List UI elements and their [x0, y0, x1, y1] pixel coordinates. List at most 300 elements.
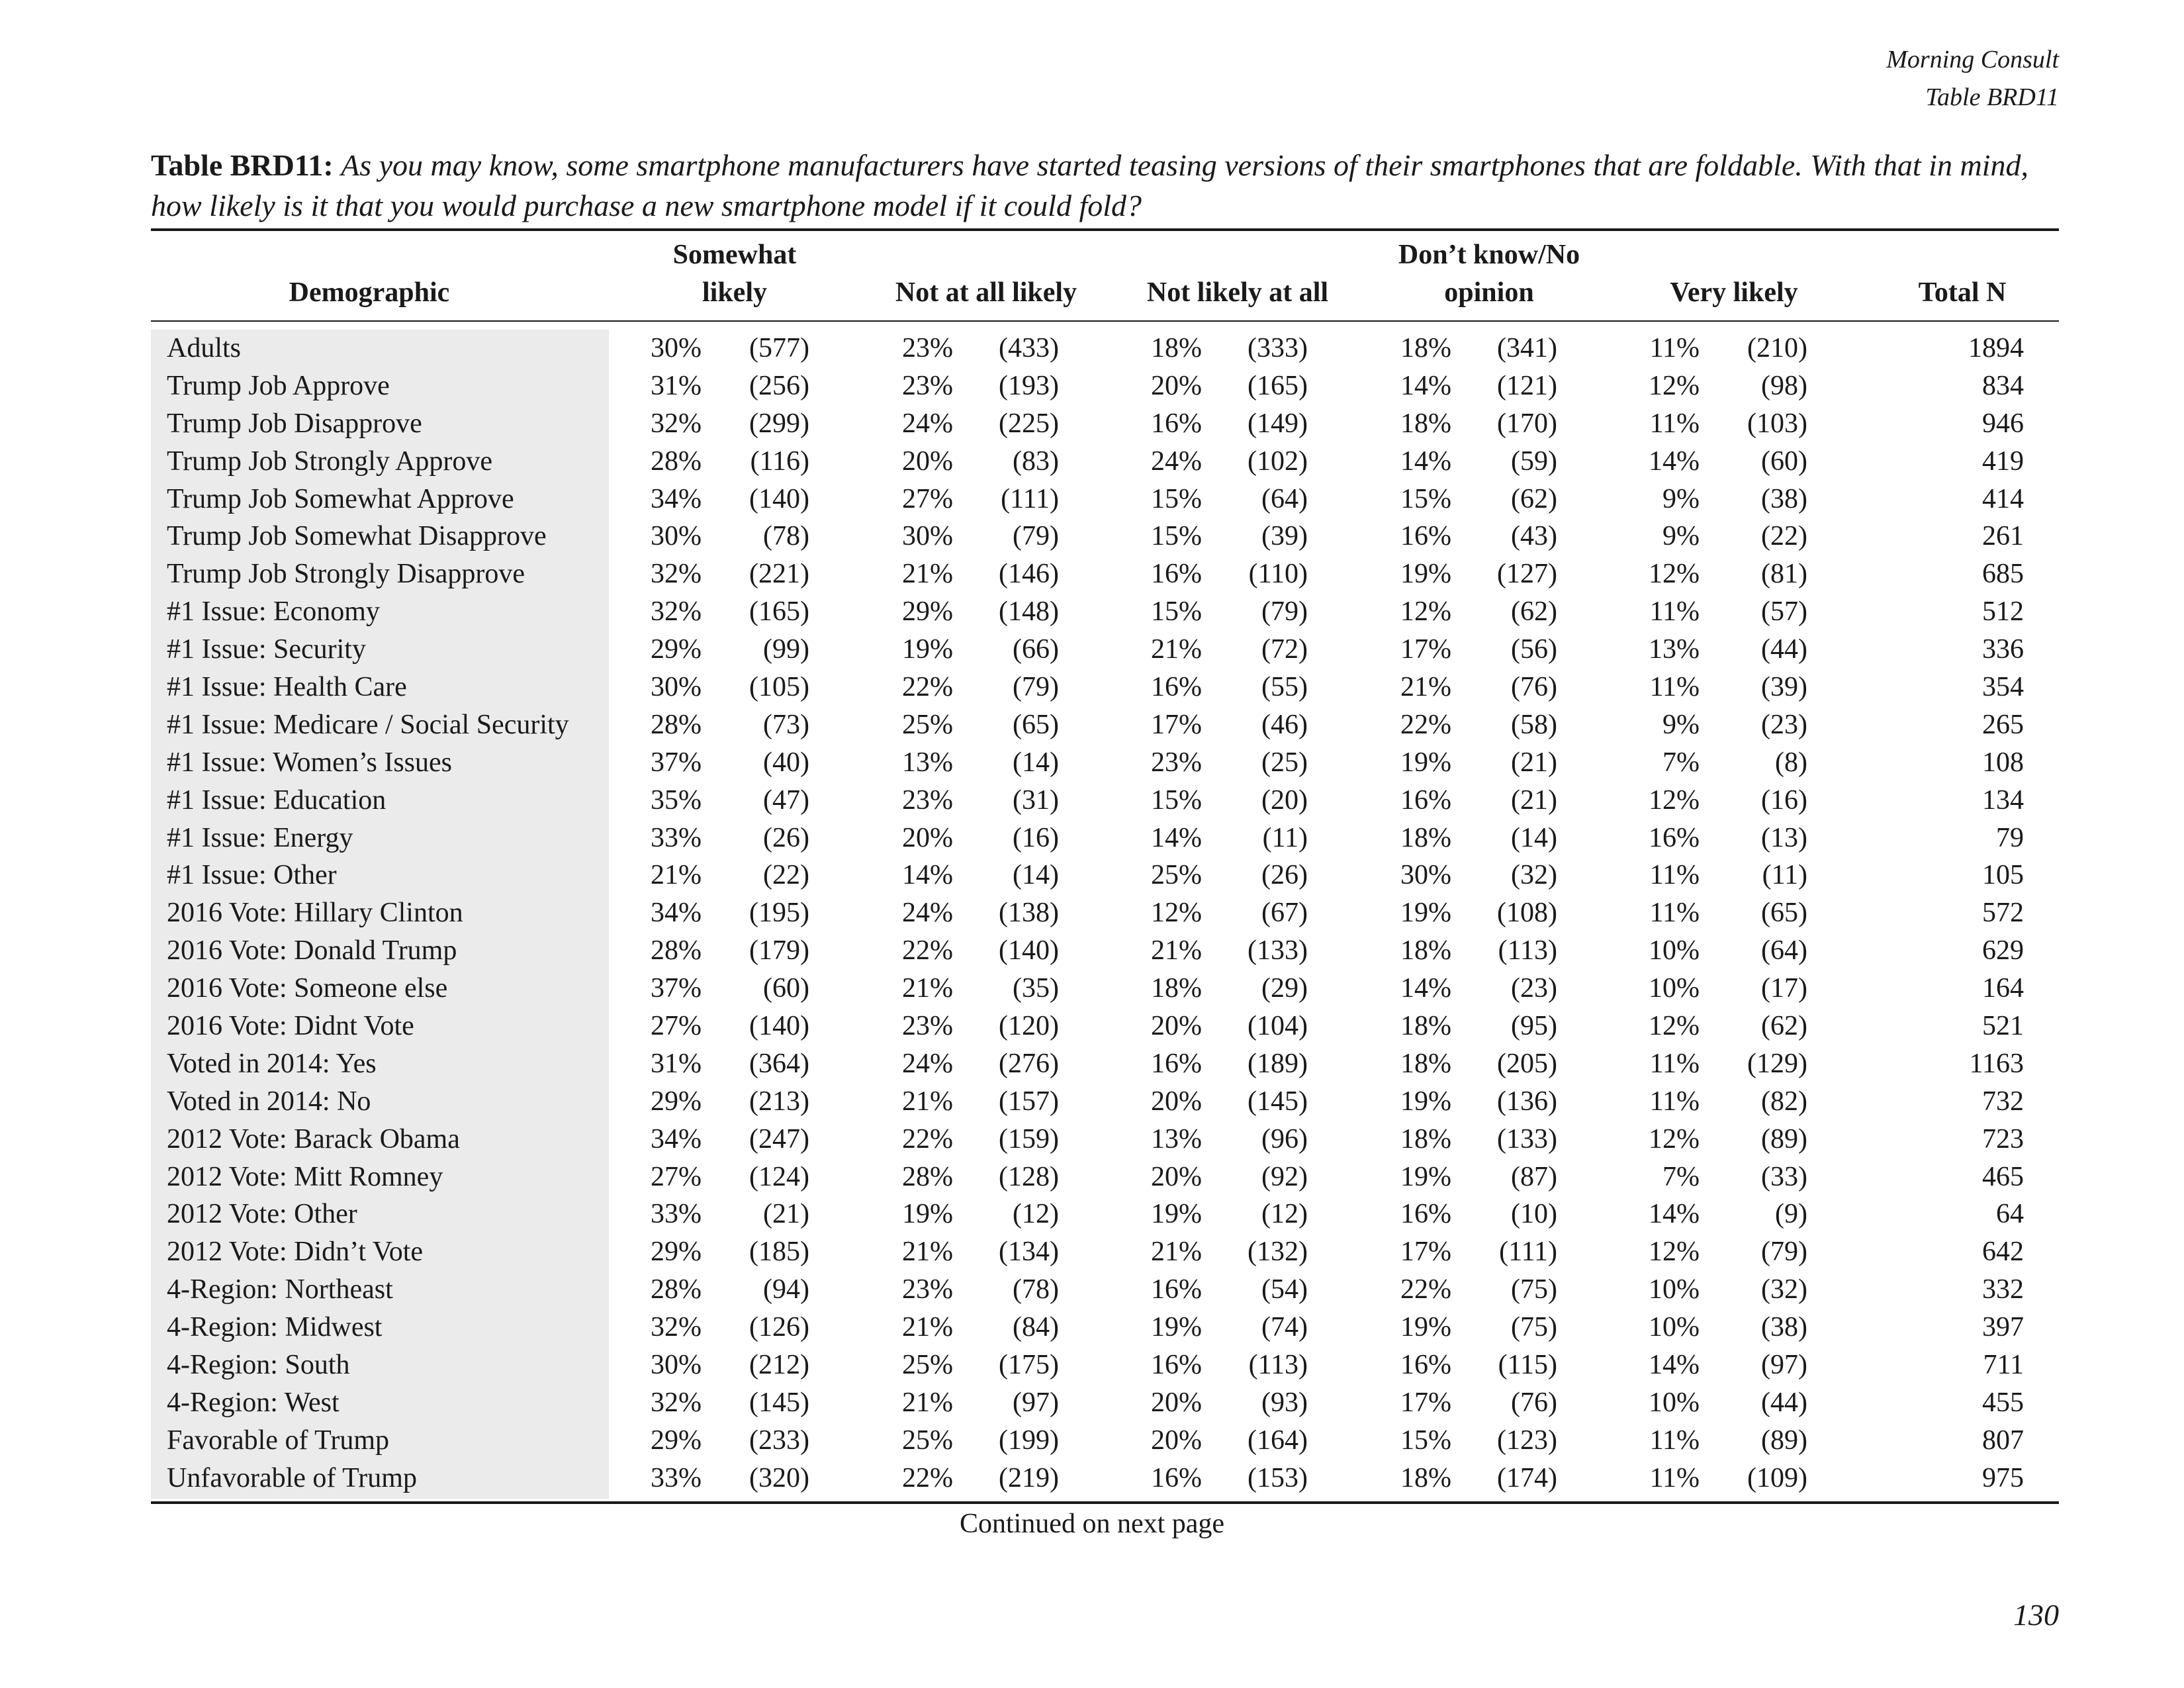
- cell-c1n: (577): [749, 333, 809, 363]
- cell-c4p: 18%: [1400, 1048, 1451, 1079]
- cell-c1p: 31%: [651, 370, 702, 401]
- cell-c4n: (32): [1511, 860, 1557, 891]
- cell-c5n: (89): [1761, 1123, 1807, 1154]
- cell-c1n: (145): [749, 1387, 809, 1418]
- cell-c1n: (22): [763, 860, 809, 891]
- row-label: #1 Issue: Economy: [167, 596, 380, 628]
- cell-c4n: (127): [1497, 559, 1557, 590]
- table-row: [151, 706, 2059, 744]
- cell-c5n: (62): [1761, 1011, 1807, 1042]
- cell-c3n: (64): [1261, 483, 1308, 514]
- cell-c4n: (95): [1511, 1011, 1557, 1042]
- cell-total: 419: [1982, 445, 2024, 477]
- cell-c3p: 20%: [1151, 370, 1202, 401]
- cell-c1p: 33%: [651, 1199, 702, 1230]
- cell-c1n: (299): [749, 408, 809, 439]
- cell-c3p: 15%: [1151, 521, 1202, 552]
- cell-total: 1163: [1969, 1048, 2024, 1079]
- cell-c1p: 29%: [651, 634, 702, 665]
- cell-c2n: (276): [999, 1048, 1059, 1079]
- cell-c2n: (79): [1013, 521, 1059, 552]
- cell-c3n: (165): [1248, 370, 1308, 401]
- cell-c3n: (96): [1261, 1123, 1308, 1154]
- cell-total: 265: [1982, 709, 2024, 740]
- cell-c2p: 23%: [902, 370, 953, 401]
- table-row: [151, 1083, 2059, 1121]
- cell-c4p: 19%: [1400, 747, 1451, 778]
- cell-c2n: (140): [999, 935, 1059, 966]
- cell-c5p: 7%: [1662, 747, 1700, 778]
- cell-c2n: (97): [1013, 1387, 1059, 1418]
- header-total-n: Total N: [1918, 277, 2007, 308]
- cell-c3p: 20%: [1151, 1011, 1202, 1042]
- cell-c4p: 22%: [1400, 709, 1451, 740]
- cell-c3p: 15%: [1151, 596, 1202, 628]
- running-head-org: Morning Consult: [1886, 46, 2059, 73]
- cell-c1p: 32%: [651, 408, 702, 439]
- cell-c2p: 22%: [902, 672, 953, 703]
- row-label: #1 Issue: Medicare / Social Security: [167, 709, 569, 740]
- cell-c2n: (128): [999, 1161, 1059, 1192]
- cell-c2p: 25%: [902, 709, 953, 740]
- cell-c4p: 14%: [1400, 370, 1451, 401]
- cell-c1p: 37%: [651, 973, 702, 1004]
- cell-c5p: 9%: [1662, 709, 1700, 740]
- cell-c4n: (115): [1498, 1350, 1557, 1381]
- row-label: #1 Issue: Energy: [167, 822, 353, 853]
- cell-c3n: (149): [1248, 408, 1308, 439]
- row-label: 2012 Vote: Other: [167, 1199, 357, 1230]
- cell-c1p: 35%: [651, 784, 702, 816]
- cell-c1p: 37%: [651, 747, 702, 778]
- cell-total: 332: [1982, 1274, 2024, 1305]
- cell-c4p: 17%: [1400, 1237, 1451, 1268]
- cell-c5n: (210): [1747, 333, 1807, 363]
- cell-c1n: (60): [763, 973, 809, 1004]
- cell-c2p: 23%: [902, 1274, 953, 1305]
- cell-c1p: 32%: [651, 1312, 702, 1343]
- cell-c4n: (75): [1511, 1274, 1557, 1305]
- cell-c3p: 18%: [1151, 333, 1202, 363]
- cell-c1n: (73): [763, 709, 809, 740]
- row-label: 4-Region: West: [167, 1387, 340, 1418]
- cell-c2p: 22%: [902, 935, 953, 966]
- cell-c1n: (212): [749, 1350, 809, 1381]
- cell-total: 414: [1982, 483, 2024, 514]
- cell-c2n: (65): [1013, 709, 1059, 740]
- cell-c3p: 20%: [1151, 1425, 1202, 1456]
- row-label: #1 Issue: Health Care: [167, 672, 407, 703]
- header-dont-know-no-opinion: [1357, 236, 1621, 312]
- table-row: [151, 1309, 2059, 1346]
- table-row: [151, 782, 2059, 820]
- cell-c3p: 20%: [1151, 1387, 1202, 1418]
- cell-c4n: (341): [1497, 333, 1557, 363]
- cell-c3n: (133): [1248, 935, 1308, 966]
- table-row: [151, 555, 2059, 593]
- cell-c5n: (57): [1761, 596, 1807, 628]
- cell-c3p: 16%: [1151, 559, 1202, 590]
- cell-c2p: 19%: [902, 1199, 953, 1230]
- row-label: 2012 Vote: Mitt Romney: [167, 1161, 443, 1192]
- row-label: 2016 Vote: Donald Trump: [167, 935, 457, 966]
- row-label: Trump Job Disapprove: [167, 408, 422, 439]
- cell-c2n: (14): [1013, 860, 1059, 891]
- cell-c5n: (109): [1747, 1462, 1807, 1493]
- cell-c1n: (195): [749, 898, 809, 929]
- table-row: [151, 970, 2059, 1008]
- cell-c3p: 16%: [1151, 1462, 1202, 1493]
- cell-total: 336: [1982, 634, 2024, 665]
- cell-c3n: (333): [1248, 333, 1308, 363]
- cell-total: 64: [1996, 1199, 2024, 1230]
- cell-c4p: 19%: [1400, 1312, 1451, 1343]
- caption-question: As you may know, some smartphone manufacturers have started teasing versions of their smartphones that are foldable. With that in mind, how likely is it that you would purchase a new smartphone model if it could fold?: [151, 148, 2028, 222]
- cell-c3p: 19%: [1151, 1199, 1202, 1230]
- cell-c5p: 9%: [1662, 521, 1700, 552]
- cell-c4n: (62): [1511, 483, 1557, 514]
- cell-c1p: 28%: [651, 935, 702, 966]
- row-label: #1 Issue: Women’s Issues: [167, 747, 452, 778]
- cell-total: 465: [1982, 1161, 2024, 1192]
- cell-c1n: (78): [763, 521, 809, 552]
- cell-c5p: 14%: [1649, 1199, 1700, 1230]
- row-label: Trump Job Somewhat Disapprove: [167, 521, 547, 552]
- cell-total: 642: [1982, 1237, 2024, 1268]
- cell-c5p: 16%: [1649, 822, 1700, 853]
- cell-c4n: (56): [1511, 634, 1557, 665]
- cell-c1n: (26): [763, 822, 809, 853]
- cell-c4p: 19%: [1400, 1086, 1451, 1117]
- cell-c5p: 13%: [1649, 634, 1700, 665]
- cell-c5n: (8): [1775, 747, 1807, 778]
- cell-c4p: 16%: [1400, 1350, 1451, 1381]
- cell-c3p: 16%: [1151, 1048, 1202, 1079]
- table-row: [151, 593, 2059, 631]
- cell-c1p: 32%: [651, 559, 702, 590]
- cell-c4p: 30%: [1400, 860, 1451, 891]
- row-label: Trump Job Approve: [167, 370, 390, 401]
- cell-c2p: 23%: [902, 1011, 953, 1042]
- row-label: Trump Job Strongly Approve: [167, 445, 493, 477]
- cell-c1n: (320): [749, 1462, 809, 1493]
- cell-c3p: 16%: [1151, 672, 1202, 703]
- cell-c4p: 14%: [1400, 973, 1451, 1004]
- cell-c3p: 16%: [1151, 1350, 1202, 1381]
- table-row: [151, 669, 2059, 706]
- cell-c5p: 11%: [1649, 1425, 1700, 1456]
- cell-c3n: (72): [1261, 634, 1308, 665]
- cell-c2n: (79): [1013, 672, 1059, 703]
- cell-c3p: 21%: [1151, 1237, 1202, 1268]
- row-label: 2012 Vote: Barack Obama: [167, 1123, 460, 1154]
- cell-c5p: 12%: [1649, 1237, 1700, 1268]
- row-label: 2016 Vote: Didnt Vote: [167, 1011, 414, 1042]
- cell-c2n: (83): [1013, 445, 1059, 477]
- cell-c4n: (59): [1511, 445, 1557, 477]
- cell-c5p: 12%: [1649, 1011, 1700, 1042]
- cell-c1p: 27%: [651, 1011, 702, 1042]
- cell-total: 134: [1982, 784, 2024, 816]
- cell-total: 108: [1982, 747, 2024, 778]
- cell-c5p: 14%: [1649, 1350, 1700, 1381]
- cell-c1n: (40): [763, 747, 809, 778]
- cell-c5n: (23): [1761, 709, 1807, 740]
- cell-c1p: 29%: [651, 1237, 702, 1268]
- cell-c4n: (14): [1511, 822, 1557, 853]
- cell-total: 512: [1982, 596, 2024, 628]
- cell-total: 455: [1982, 1387, 2024, 1418]
- table-row: [151, 857, 2059, 894]
- cell-c5n: (38): [1761, 1312, 1807, 1343]
- cell-c3p: 20%: [1151, 1086, 1202, 1117]
- cell-c2n: (433): [999, 333, 1059, 363]
- cell-c5n: (98): [1761, 370, 1807, 401]
- table-row: [151, 1271, 2059, 1309]
- cell-c3p: 19%: [1151, 1312, 1202, 1343]
- cell-c4n: (170): [1497, 408, 1557, 439]
- cell-c1n: (256): [749, 370, 809, 401]
- cell-c4p: 18%: [1400, 1011, 1451, 1042]
- cell-c4n: (133): [1497, 1123, 1557, 1154]
- cell-c2p: 22%: [902, 1123, 953, 1154]
- cell-c3n: (25): [1261, 747, 1308, 778]
- cell-c3p: 12%: [1151, 898, 1202, 929]
- cell-c2p: 13%: [902, 747, 953, 778]
- cell-c5n: (13): [1761, 822, 1807, 853]
- cell-c3n: (46): [1261, 709, 1308, 740]
- cell-c3p: 25%: [1151, 860, 1202, 891]
- cell-c5p: 11%: [1649, 898, 1700, 929]
- cell-c1p: 34%: [651, 1123, 702, 1154]
- cell-c5n: (64): [1761, 935, 1807, 966]
- cell-c1p: 32%: [651, 1387, 702, 1418]
- cell-total: 261: [1982, 521, 2024, 552]
- cell-c3n: (29): [1261, 973, 1308, 1004]
- cell-c4n: (21): [1511, 747, 1557, 778]
- cell-c1n: (124): [749, 1161, 809, 1192]
- cell-c4n: (174): [1497, 1462, 1557, 1493]
- cell-c4p: 18%: [1400, 822, 1451, 853]
- cell-c1p: 33%: [651, 822, 702, 853]
- cell-total: 975: [1982, 1462, 2024, 1493]
- table-row: [151, 1008, 2059, 1045]
- cell-c4n: (123): [1497, 1425, 1557, 1456]
- header-not-likely-at-all: Not likely at all: [1146, 277, 1329, 308]
- cell-c3p: 23%: [1151, 747, 1202, 778]
- cell-c4n: (76): [1511, 1387, 1557, 1418]
- cell-c2n: (159): [999, 1123, 1059, 1154]
- cell-c4n: (10): [1511, 1199, 1557, 1230]
- cell-c3n: (39): [1261, 521, 1308, 552]
- table-row: [151, 932, 2059, 970]
- cell-c3n: (74): [1261, 1312, 1308, 1343]
- cell-c1n: (233): [749, 1425, 809, 1456]
- cell-c1n: (21): [763, 1199, 809, 1230]
- cell-c1p: 27%: [651, 1161, 702, 1192]
- cell-c3n: (110): [1248, 559, 1308, 590]
- cell-c2p: 25%: [902, 1425, 953, 1456]
- cell-c5n: (9): [1775, 1199, 1807, 1230]
- header-demographic: Demographic: [289, 277, 450, 308]
- cell-c3p: 13%: [1151, 1123, 1202, 1154]
- header-very-likely: Very likely: [1670, 277, 1798, 308]
- cell-c5n: (97): [1761, 1350, 1807, 1381]
- cell-c1p: 28%: [651, 445, 702, 477]
- cell-c5p: 12%: [1649, 1123, 1700, 1154]
- table-row: [151, 367, 2059, 405]
- caption-lead: Table BRD11:: [151, 148, 334, 182]
- cell-c1p: 33%: [651, 1462, 702, 1493]
- cell-c1p: 34%: [651, 898, 702, 929]
- cell-total: 685: [1982, 559, 2024, 590]
- cell-c1p: 30%: [651, 521, 702, 552]
- cell-c4p: 15%: [1400, 1425, 1451, 1456]
- cell-c2n: (35): [1013, 973, 1059, 1004]
- cell-c2n: (148): [999, 596, 1059, 628]
- cell-c3p: 21%: [1151, 935, 1202, 966]
- cell-c1p: 30%: [651, 333, 702, 363]
- cell-c2p: 21%: [902, 1237, 953, 1268]
- table-caption: [151, 145, 2059, 226]
- row-label: Trump Job Somewhat Approve: [167, 483, 514, 514]
- row-label: 4-Region: Midwest: [167, 1312, 383, 1343]
- cell-c2n: (84): [1013, 1312, 1059, 1343]
- cell-c1n: (126): [749, 1312, 809, 1343]
- cell-c2n: (199): [999, 1425, 1059, 1456]
- cell-c2n: (31): [1013, 784, 1059, 816]
- table-row: [151, 330, 2059, 367]
- cell-c1p: 30%: [651, 672, 702, 703]
- cell-c4n: (43): [1511, 521, 1557, 552]
- cell-c2n: (66): [1013, 634, 1059, 665]
- cell-c1p: 32%: [651, 596, 702, 628]
- cell-c4p: 15%: [1400, 483, 1451, 514]
- cell-c2p: 29%: [902, 596, 953, 628]
- cell-c3p: 15%: [1151, 483, 1202, 514]
- cell-c2p: 14%: [902, 860, 953, 891]
- table-row: [151, 631, 2059, 669]
- cell-c2p: 27%: [902, 483, 953, 514]
- cell-c2n: (138): [999, 898, 1059, 929]
- cell-c1n: (140): [749, 1011, 809, 1042]
- cell-c4p: 18%: [1400, 1123, 1451, 1154]
- cell-c3p: 14%: [1151, 822, 1202, 853]
- cell-c2n: (157): [999, 1086, 1059, 1117]
- row-label: 4-Region: South: [167, 1350, 350, 1381]
- table-row: [151, 443, 2059, 481]
- cell-c1p: 31%: [651, 1048, 702, 1079]
- header-somewhat-likely-line2: likely: [702, 277, 767, 308]
- cell-c3n: (132): [1248, 1237, 1308, 1268]
- cell-c5n: (44): [1761, 1387, 1807, 1418]
- cell-c2p: 19%: [902, 634, 953, 665]
- cell-c1n: (213): [749, 1086, 809, 1117]
- cell-c3p: 15%: [1151, 784, 1202, 816]
- cell-c5p: 11%: [1649, 333, 1700, 363]
- continued-note: Continued on next page: [959, 1509, 1225, 1539]
- row-label: #1 Issue: Other: [167, 860, 337, 891]
- row-label: 2016 Vote: Hillary Clinton: [167, 898, 463, 929]
- header-somewhat-likely: [635, 236, 834, 312]
- cell-c5n: (65): [1761, 898, 1807, 929]
- cell-c3p: 17%: [1151, 709, 1202, 740]
- row-label: #1 Issue: Security: [167, 634, 366, 665]
- cell-c4n: (23): [1511, 973, 1557, 1004]
- cell-total: 397: [1982, 1312, 2024, 1343]
- cell-c1n: (47): [763, 784, 809, 816]
- cell-c4n: (136): [1497, 1086, 1557, 1117]
- cell-c5p: 10%: [1649, 973, 1700, 1004]
- cell-c5p: 12%: [1649, 784, 1700, 816]
- cell-c3p: 16%: [1151, 408, 1202, 439]
- cell-c1p: 28%: [651, 709, 702, 740]
- cell-c5p: 10%: [1649, 1274, 1700, 1305]
- cell-c1n: (179): [749, 935, 809, 966]
- cell-c1n: (105): [749, 672, 809, 703]
- cell-c3n: (189): [1248, 1048, 1308, 1079]
- cell-c5n: (22): [1761, 521, 1807, 552]
- top-rule: [151, 228, 2059, 231]
- cell-c4p: 19%: [1400, 559, 1451, 590]
- cell-c4n: (113): [1498, 935, 1557, 966]
- cell-c5p: 11%: [1649, 1086, 1700, 1117]
- cell-c2p: 21%: [902, 1387, 953, 1418]
- cell-c4p: 18%: [1400, 408, 1451, 439]
- table-row: [151, 1460, 2059, 1497]
- cell-c2n: (193): [999, 370, 1059, 401]
- cell-c4n: (58): [1511, 709, 1557, 740]
- row-label: 2012 Vote: Didn’t Vote: [167, 1237, 424, 1268]
- cell-c4n: (21): [1511, 784, 1557, 816]
- cell-c4n: (111): [1499, 1237, 1557, 1268]
- cell-c4n: (87): [1511, 1161, 1557, 1192]
- table-row: [151, 1196, 2059, 1233]
- cell-c5n: (38): [1761, 483, 1807, 514]
- row-label: Favorable of Trump: [167, 1425, 389, 1456]
- cell-c3n: (79): [1261, 596, 1308, 628]
- cell-c4p: 19%: [1400, 1161, 1451, 1192]
- cell-c3n: (145): [1248, 1086, 1308, 1117]
- cell-total: 354: [1982, 672, 2024, 703]
- cell-total: 807: [1982, 1425, 2024, 1456]
- cell-c5p: 11%: [1649, 408, 1700, 439]
- cell-c1n: (165): [749, 596, 809, 628]
- cell-c2n: (225): [999, 408, 1059, 439]
- cell-c2n: (175): [999, 1350, 1059, 1381]
- cell-total: 834: [1982, 370, 2024, 401]
- cell-total: 1894: [1968, 333, 2024, 363]
- cell-c5p: 7%: [1662, 1161, 1700, 1192]
- cell-c3p: 18%: [1151, 973, 1202, 1004]
- cell-c5n: (81): [1761, 559, 1807, 590]
- cell-c2n: (134): [999, 1237, 1059, 1268]
- cell-c2p: 20%: [902, 822, 953, 853]
- cell-c3n: (93): [1261, 1387, 1308, 1418]
- cell-c3n: (67): [1261, 898, 1308, 929]
- cell-c4p: 22%: [1400, 1274, 1451, 1305]
- cell-c2n: (14): [1013, 747, 1059, 778]
- cell-c4n: (108): [1497, 898, 1557, 929]
- cell-c5p: 10%: [1649, 1312, 1700, 1343]
- cell-c4n: (205): [1497, 1048, 1557, 1079]
- cell-c5p: 11%: [1649, 672, 1700, 703]
- cell-c3n: (26): [1261, 860, 1308, 891]
- running-head: [1886, 41, 2059, 117]
- table-body: [151, 330, 2059, 1497]
- cell-c5n: (103): [1747, 408, 1807, 439]
- table-row: [151, 820, 2059, 857]
